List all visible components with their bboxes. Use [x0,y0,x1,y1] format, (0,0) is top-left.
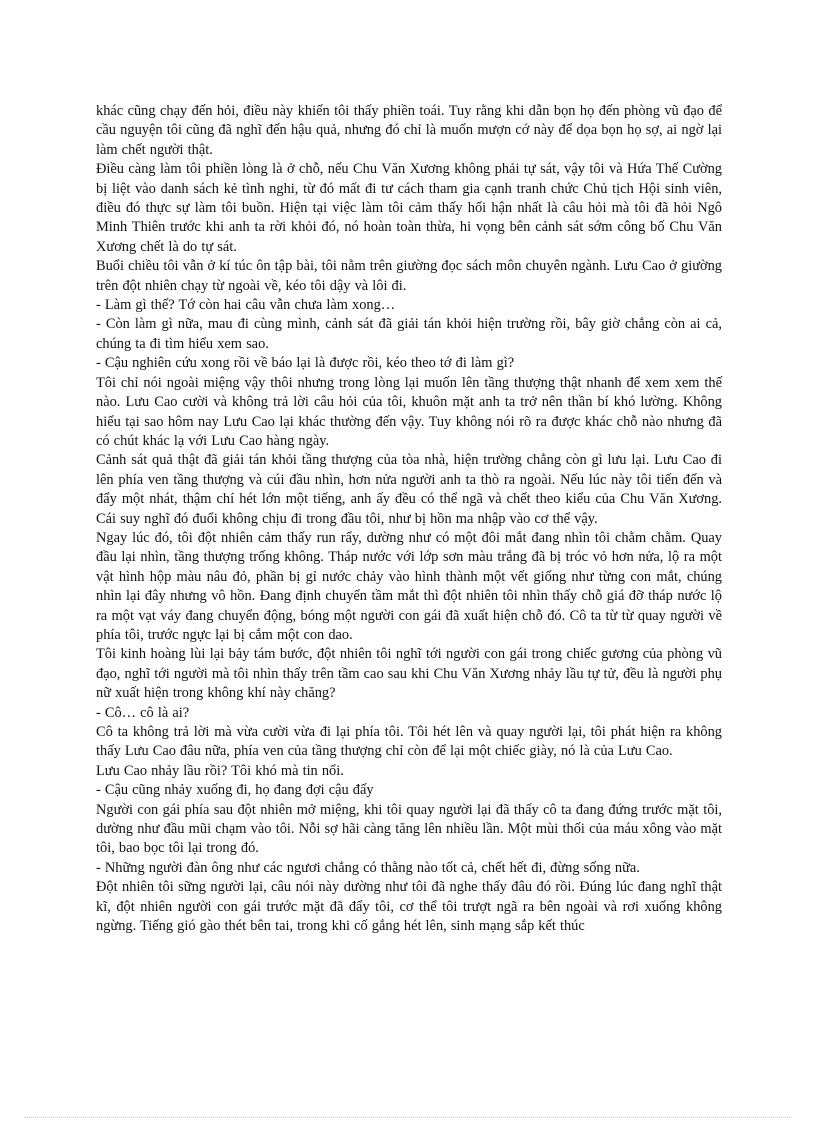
paragraph: Đột nhiên tôi sững người lại, câu nói này dường như tôi đã nghe thấy đâu đó rồi. Đúng lúc đang nghĩ thật kĩ, đột nhiên người con gái trước mặt đã đẩy tôi, cơ thể tôi trượt ngã ra bên ngoài và rơi xuống không ngừng. Tiếng gió gào thét bên tai, trong khi cố gắng hét lên, sinh mạng sắp kết thúc [96,879,722,935]
dialogue-line: - Còn làm gì nữa, mau đi cùng mình, cảnh sát đã giải tán khỏi hiện trường rồi, bây giờ chẳng còn ai cả, chúng ta đi tìm hiểu xem sao. [96,316,722,352]
paragraph: Lưu Cao nhảy lầu rồi? Tôi khó mà tin nổi. [96,762,344,779]
paragraph: Cảnh sát quả thật đã giải tán khỏi tầng thượng của tòa nhà, hiện trường chẳng còn gì lưu lại. Lưu Cao đi lên phía ven tầng thượng và cúi đầu nhìn, hơn nửa người anh ta thò ra ngoài. Nếu lúc này tôi tiến đến và đẩy một nhát, thậm chí hét lớn một tiếng, anh ấy đều có thể ngã và chết theo kiểu của Chu Văn Xương. Cái suy nghĩ đó đuổi không chịu đi trong đầu tôi, như bị hồn ma nhập vào cơ thể vậy. [96,452,722,527]
paragraph: Ngay lúc đó, tôi đột nhiên cảm thấy run rẩy, dường như có một đôi mắt đang nhìn tôi chằm chằm. Quay đầu lại nhìn, tầng thượng trống không. Tháp nước với lớp sơn màu trắng đã bị tróc vỏ hơn nửa, lộ ra một vật hình hộp màu nâu đỏ, phần bị gỉ nước chảy vào hình thành một vết giống như từng con mắt, chúng nhìn lại đây nhưng vô hồn. Đang định chuyển tầm mắt thì đột nhiên tôi nhìn thấy chỗ giá đỡ tháp nước lộ ra một vạt váy đang chuyển động, bóng một người con gái đã xuất hiện chỗ đó. Cô ta từ từ quay người về phía tôi, trước ngực lại bị cắm một con dao. [96,529,722,643]
paragraph: Cô ta không trả lời mà vừa cười vừa đi lại phía tôi. Tôi hét lên và quay người lại, tôi phát hiện ra không thấy Lưu Cao đâu nữa, phía ven của tầng thượng chỉ còn để lại một chiếc giày, nó là của Lưu Cao. [96,724,722,760]
paragraph: Tôi kinh hoàng lùi lại bảy tám bước, đột nhiên tôi nghĩ tới người con gái trong chiếc gương của phòng vũ đạo, nghĩ tới người mà tôi nhìn thấy trên tầm cao sau khi Chu Văn Xương nhảy lầu tự tử, đều là người phụ nữ xuất hiện trong không khí này chăng? [96,646,722,702]
paragraph: Người con gái phía sau đột nhiên mở miệng, khi tôi quay người lại đã thấy cô ta đang đứng trước mặt tôi, dường như đầu mũi chạm vào tôi. Nỗi sợ hãi càng tăng lên nhiều lần. Một mùi thối của máu xông vào mặt tôi, bao bọc tôi lại trong đó. [96,801,722,857]
paragraph: Tôi chỉ nói ngoài miệng vậy thôi nhưng trong lòng lại muốn lên tầng thượng thật nhanh để xem xem thế nào. Lưu Cao cười và không trả lời câu hỏi của tôi, khuôn mặt anh ta trở nên thần bí khó lường. Không hiểu tại sao hôm nay Lưu Cao lại khác thường đến vậy. Tuy không nói rõ ra được khác chỗ nào nhưng đã có chút khác lạ với Lưu Cao hàng ngày. [96,374,722,449]
dialogue-line: - Những người đàn ông như các ngươi chẳng có thằng nào tốt cả, chết hết đi, đừng sống nữa. [96,859,640,876]
page-bottom-divider [24,1117,792,1118]
dialogue-line: - Cô… cô là ai? [96,704,190,721]
paragraph: Điều càng làm tôi phiền lòng là ở chỗ, nếu Chu Văn Xương không phải tự sát, vậy tôi và Hứa Thế Cường bị liệt vào danh sách kẻ tình nghi, từ đó mất đi tư cách tham gia cạnh tranh chức Chủ tịch Hội sinh viên, điều đó thực sự làm tôi buồn. Hiện tại việc làm tôi cảm thấy hối hận nhất là câu hỏi mà tôi đã hỏi Ngô Minh Thiên trước khi anh ta rời khỏi đó, nó hoàn toàn thừa, hi vọng bên cảnh sát sớm công bố Chu Văn Xương chết là do tự sát. [96,161,722,255]
dialogue-line: - Làm gì thế? Tớ còn hai câu vẫn chưa làm xong… [96,297,396,314]
dialogue-line: - Cậu cũng nhảy xuống đi, họ đang đợi cậu đấy [96,782,374,799]
story-text [96,102,722,936]
dialogue-line: - Cậu nghiên cứu xong rồi về báo lại là được rồi, kéo theo tớ đi làm gì? [96,355,515,372]
paragraph: Buổi chiều tôi vẫn ở kí túc ôn tập bài, tôi nằm trên giường đọc sách môn chuyên ngành. Lưu Cao ở giường trên đột nhiên chạy từ ngoài về, kéo tôi dậy và lôi đi. [96,258,722,294]
paragraph: khác cũng chạy đến hỏi, điều này khiến tôi thấy phiền toái. Tuy rằng khi dẫn bọn họ đến phòng vũ đạo để cầu nguyện tôi cũng đã nghĩ đến hậu quả, nhưng đó chỉ là muốn mượn cớ này để dọa bọn họ sợ, ai ngờ lại làm chết người thật. [96,103,722,158]
